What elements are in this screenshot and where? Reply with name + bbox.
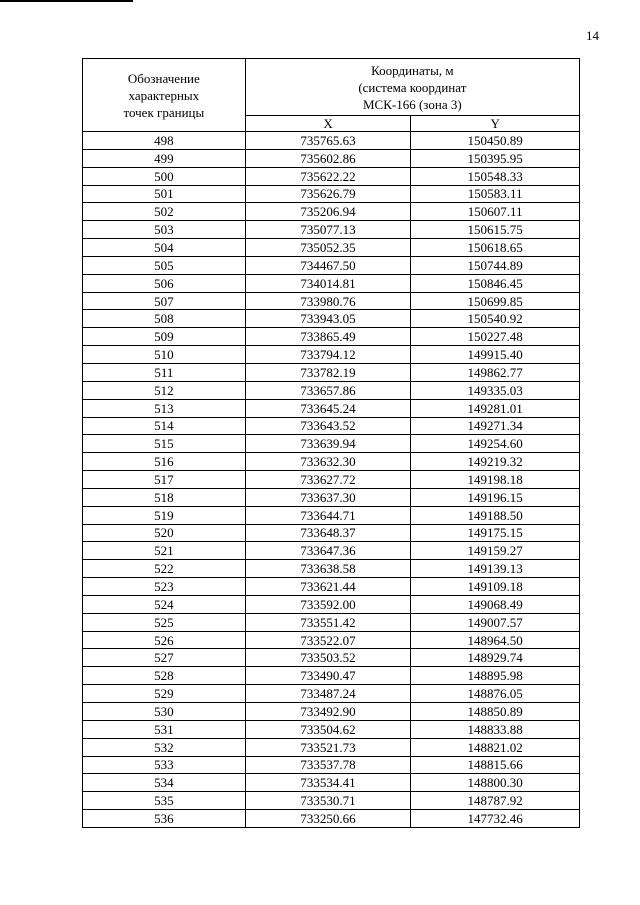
point-number-cell: 502: [83, 203, 246, 221]
y-coordinate-cell: 148895.98: [411, 667, 580, 685]
y-coordinate-cell: 148929.74: [411, 649, 580, 667]
y-coordinate-cell: 149271.34: [411, 417, 580, 435]
y-coordinate-cell: 147732.46: [411, 810, 580, 828]
point-number-cell: 524: [83, 595, 246, 613]
x-coordinate-cell: 733537.78: [245, 756, 411, 774]
y-coordinate-cell: 150450.89: [411, 132, 580, 150]
table-row: [83, 685, 580, 703]
point-number-cell: 511: [83, 363, 246, 381]
x-coordinate-cell: 735602.86: [245, 149, 411, 167]
coordinates-table: [82, 58, 580, 828]
table-row: [83, 810, 580, 828]
x-coordinate-cell: 733638.58: [245, 560, 411, 578]
y-coordinate-cell: 150395.95: [411, 149, 580, 167]
point-number-cell: 516: [83, 453, 246, 471]
table-row: [83, 381, 580, 399]
x-coordinate-cell: 733782.19: [245, 363, 411, 381]
y-coordinate-cell: 150607.11: [411, 203, 580, 221]
table-row: [83, 346, 580, 364]
point-number-cell: 532: [83, 738, 246, 756]
table-row: [83, 453, 580, 471]
x-coordinate-cell: 735765.63: [245, 132, 411, 150]
y-coordinate-cell: 150227.48: [411, 328, 580, 346]
table-row: [83, 578, 580, 596]
x-coordinate-cell: 733632.30: [245, 453, 411, 471]
table-row: [83, 239, 580, 257]
y-coordinate-cell: 149335.03: [411, 381, 580, 399]
table-row: [83, 542, 580, 560]
table-row: [83, 631, 580, 649]
y-coordinate-cell: 149007.57: [411, 613, 580, 631]
table-row: [83, 149, 580, 167]
table-row: [83, 328, 580, 346]
table-row: [83, 703, 580, 721]
point-number-cell: 527: [83, 649, 246, 667]
x-coordinate-cell: 733865.49: [245, 328, 411, 346]
table-row: [83, 595, 580, 613]
x-coordinate-cell: 733530.71: [245, 792, 411, 810]
y-coordinate-cell: 148876.05: [411, 685, 580, 703]
y-coordinate-cell: 149281.01: [411, 399, 580, 417]
y-coordinate-cell: 148815.66: [411, 756, 580, 774]
x-coordinate-cell: 733503.52: [245, 649, 411, 667]
x-coordinate-cell: 733627.72: [245, 471, 411, 489]
x-coordinate-cell: 735052.35: [245, 239, 411, 257]
top-rule: [0, 0, 133, 2]
table-row: [83, 774, 580, 792]
x-coordinate-cell: 733621.44: [245, 578, 411, 596]
x-coordinate-cell: 733647.36: [245, 542, 411, 560]
y-coordinate-cell: 148964.50: [411, 631, 580, 649]
y-coordinate-cell: 149198.18: [411, 471, 580, 489]
y-coordinate-cell: 148787.92: [411, 792, 580, 810]
table-row: [83, 221, 580, 239]
x-coordinate-cell: 733487.24: [245, 685, 411, 703]
y-coordinate-cell: 149219.32: [411, 453, 580, 471]
point-number-cell: 512: [83, 381, 246, 399]
point-number-cell: 529: [83, 685, 246, 703]
y-coordinate-cell: 149068.49: [411, 595, 580, 613]
table-row: [83, 756, 580, 774]
x-coordinate-cell: 733645.24: [245, 399, 411, 417]
x-coordinate-cell: 735626.79: [245, 185, 411, 203]
y-coordinate-cell: 149139.13: [411, 560, 580, 578]
y-coordinate-cell: 150699.85: [411, 292, 580, 310]
table-row: [83, 167, 580, 185]
table-row: [83, 560, 580, 578]
header-y: Y: [411, 116, 580, 132]
x-coordinate-cell: 733490.47: [245, 667, 411, 685]
point-number-cell: 515: [83, 435, 246, 453]
table-row: [83, 488, 580, 506]
point-number-cell: 503: [83, 221, 246, 239]
table-body: [83, 132, 580, 828]
table-row: [83, 203, 580, 221]
point-number-cell: 525: [83, 613, 246, 631]
x-coordinate-cell: 733648.37: [245, 524, 411, 542]
y-coordinate-cell: 148821.02: [411, 738, 580, 756]
y-coordinate-cell: 148833.88: [411, 720, 580, 738]
point-number-cell: 506: [83, 274, 246, 292]
y-coordinate-cell: 149254.60: [411, 435, 580, 453]
y-coordinate-cell: 149188.50: [411, 506, 580, 524]
point-number-cell: 522: [83, 560, 246, 578]
table-row: [83, 132, 580, 150]
y-coordinate-cell: 150583.11: [411, 185, 580, 203]
table-row: [83, 435, 580, 453]
table-row: [83, 524, 580, 542]
x-coordinate-cell: 733521.73: [245, 738, 411, 756]
point-number-cell: 536: [83, 810, 246, 828]
y-coordinate-cell: 150540.92: [411, 310, 580, 328]
point-number-cell: 533: [83, 756, 246, 774]
point-number-cell: 535: [83, 792, 246, 810]
y-coordinate-cell: 149915.40: [411, 346, 580, 364]
x-coordinate-cell: 733534.41: [245, 774, 411, 792]
point-number-cell: 530: [83, 703, 246, 721]
x-coordinate-cell: 735206.94: [245, 203, 411, 221]
x-coordinate-cell: 733639.94: [245, 435, 411, 453]
table-row: [83, 720, 580, 738]
point-number-cell: 507: [83, 292, 246, 310]
x-coordinate-cell: 735622.22: [245, 167, 411, 185]
y-coordinate-cell: 149109.18: [411, 578, 580, 596]
point-number-cell: 510: [83, 346, 246, 364]
x-coordinate-cell: 733250.66: [245, 810, 411, 828]
table-row: [83, 292, 580, 310]
table-row: [83, 417, 580, 435]
x-coordinate-cell: 735077.13: [245, 221, 411, 239]
table-row: [83, 506, 580, 524]
point-number-cell: 513: [83, 399, 246, 417]
point-number-cell: 499: [83, 149, 246, 167]
point-number-cell: 508: [83, 310, 246, 328]
table-row: [83, 274, 580, 292]
table-row: [83, 649, 580, 667]
point-number-cell: 514: [83, 417, 246, 435]
y-coordinate-cell: 148800.30: [411, 774, 580, 792]
table-row: [83, 792, 580, 810]
point-number-cell: 520: [83, 524, 246, 542]
point-number-cell: 528: [83, 667, 246, 685]
point-number-cell: 498: [83, 132, 246, 150]
table-row: [83, 399, 580, 417]
y-coordinate-cell: 150548.33: [411, 167, 580, 185]
x-coordinate-cell: 733551.42: [245, 613, 411, 631]
point-number-cell: 504: [83, 239, 246, 257]
x-coordinate-cell: 733644.71: [245, 506, 411, 524]
x-coordinate-cell: 733504.62: [245, 720, 411, 738]
y-coordinate-cell: 149159.27: [411, 542, 580, 560]
x-coordinate-cell: 733943.05: [245, 310, 411, 328]
header-x: X: [245, 116, 411, 132]
point-number-cell: 509: [83, 328, 246, 346]
table-row: [83, 185, 580, 203]
x-coordinate-cell: 733657.86: [245, 381, 411, 399]
x-coordinate-cell: 733592.00: [245, 595, 411, 613]
x-coordinate-cell: 734467.50: [245, 256, 411, 274]
table-row: [83, 256, 580, 274]
x-coordinate-cell: 733637.30: [245, 488, 411, 506]
point-number-cell: 517: [83, 471, 246, 489]
header-coordinates: Координаты, м (система координат МСК-166 (зона 3): [245, 59, 579, 116]
point-number-cell: 501: [83, 185, 246, 203]
point-number-cell: 531: [83, 720, 246, 738]
header-point-designation: Обозначение характерных точек границы: [83, 59, 246, 132]
point-number-cell: 500: [83, 167, 246, 185]
table-row: [83, 613, 580, 631]
y-coordinate-cell: 150615.75: [411, 221, 580, 239]
y-coordinate-cell: 150846.45: [411, 274, 580, 292]
table-row: [83, 667, 580, 685]
x-coordinate-cell: 734014.81: [245, 274, 411, 292]
y-coordinate-cell: 148850.89: [411, 703, 580, 721]
y-coordinate-cell: 149175.15: [411, 524, 580, 542]
point-number-cell: 518: [83, 488, 246, 506]
table-row: [83, 310, 580, 328]
y-coordinate-cell: 149862.77: [411, 363, 580, 381]
x-coordinate-cell: 733794.12: [245, 346, 411, 364]
table-row: [83, 738, 580, 756]
point-number-cell: 523: [83, 578, 246, 596]
point-number-cell: 521: [83, 542, 246, 560]
x-coordinate-cell: 733522.07: [245, 631, 411, 649]
point-number-cell: 519: [83, 506, 246, 524]
point-number-cell: 505: [83, 256, 246, 274]
table-row: [83, 471, 580, 489]
point-number-cell: 534: [83, 774, 246, 792]
x-coordinate-cell: 733492.90: [245, 703, 411, 721]
point-number-cell: 526: [83, 631, 246, 649]
x-coordinate-cell: 733643.52: [245, 417, 411, 435]
y-coordinate-cell: 149196.15: [411, 488, 580, 506]
page-number: 14: [586, 28, 599, 43]
table-row: [83, 363, 580, 381]
y-coordinate-cell: 150618.65: [411, 239, 580, 257]
x-coordinate-cell: 733980.76: [245, 292, 411, 310]
y-coordinate-cell: 150744.89: [411, 256, 580, 274]
